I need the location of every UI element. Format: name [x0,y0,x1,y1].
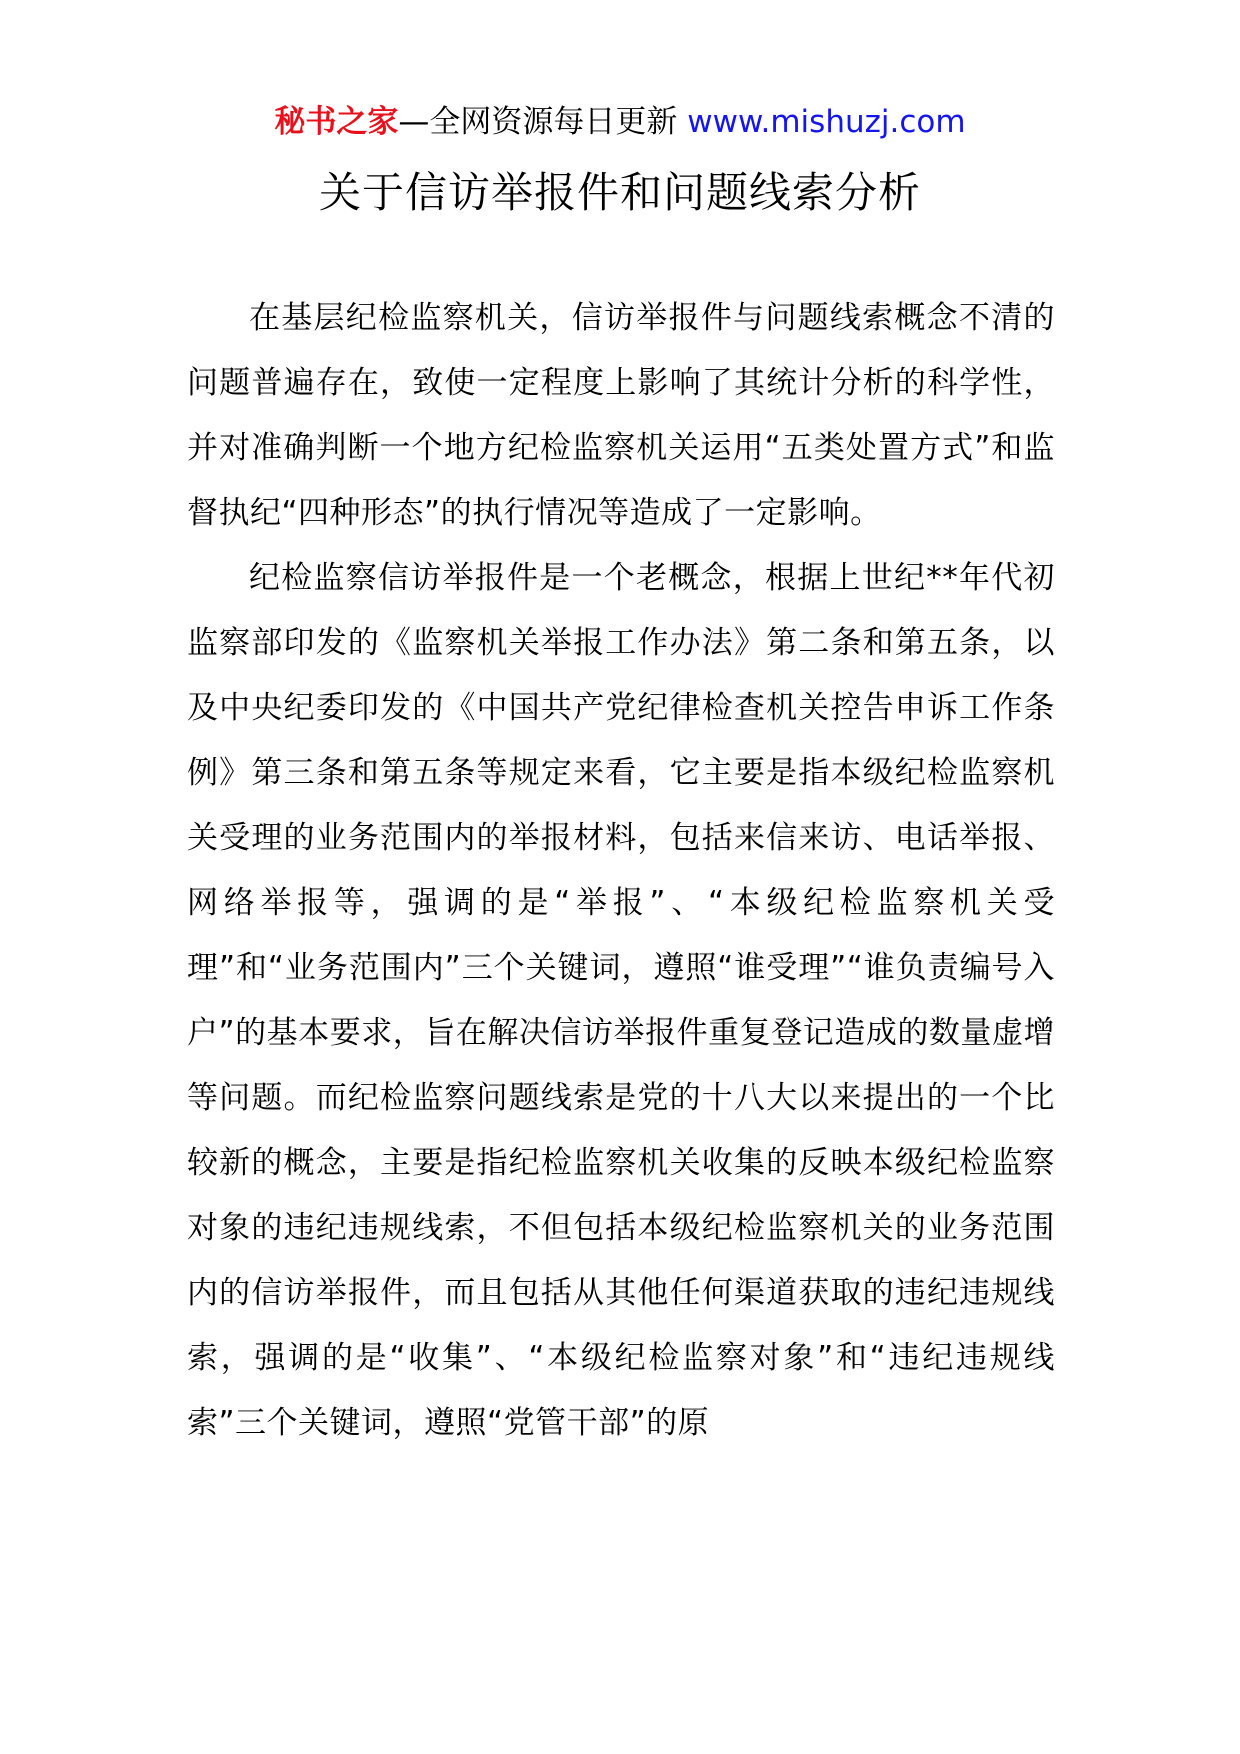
brand-name: 秘书之家 [274,104,399,140]
paragraph-2: 纪检监察信访举报件是一个老概念，根据上世纪**年代初监察部印发的《监察机关举报工作办法》第二条和第五条，以及中央纪委印发的《中国共产党纪律检查机关控告申诉工作条例》第三条和第五条等规定来看，它主要是指本级纪检监察机关受理的业务范围内的举报材料，包括来信来访、电话举报、网络举报等，强调的是“举报”、“本级纪检监察机关受理”和“业务范围内”三个关键词，遵照“谁受理”“谁负责编号入户”的基本要求，旨在解决信访举报件重复登记造成的数量虚增等问题。而纪检监察问题线索是党的十八大以来提出的一个比较新的概念，主要是指纪检监察机关收集的反映本级纪检监察对象的违纪违规线索，不但包括本级纪检监察机关的业务范围内的信访举报件，而且包括从其他任何渠道获取的违纪违规线索，强调的是“收集”、“本级纪检监察对象”和“违纪违规线索”三个关键词，遵照“党管干部”的原 [187,560,1055,1441]
header-tagline: —全网资源每日更新 [398,104,688,140]
paragraph-1: 在基层纪检监察机关，信访举报件与问题线索概念不清的问题普遍存在，致使一定程度上影响了其统计分析的科学性，并对准确判断一个地方纪检监察机关运用“五类处置方式”和监督执纪“四种形态”的执行情况等造成了一定影响。 [187,300,1055,531]
site-header [0,100,1240,144]
site-url-link[interactable]: www.mishuzj.com [687,104,966,140]
document-body [187,286,1055,1456]
document-title: 关于信访举报件和问题线索分析 [318,168,921,217]
